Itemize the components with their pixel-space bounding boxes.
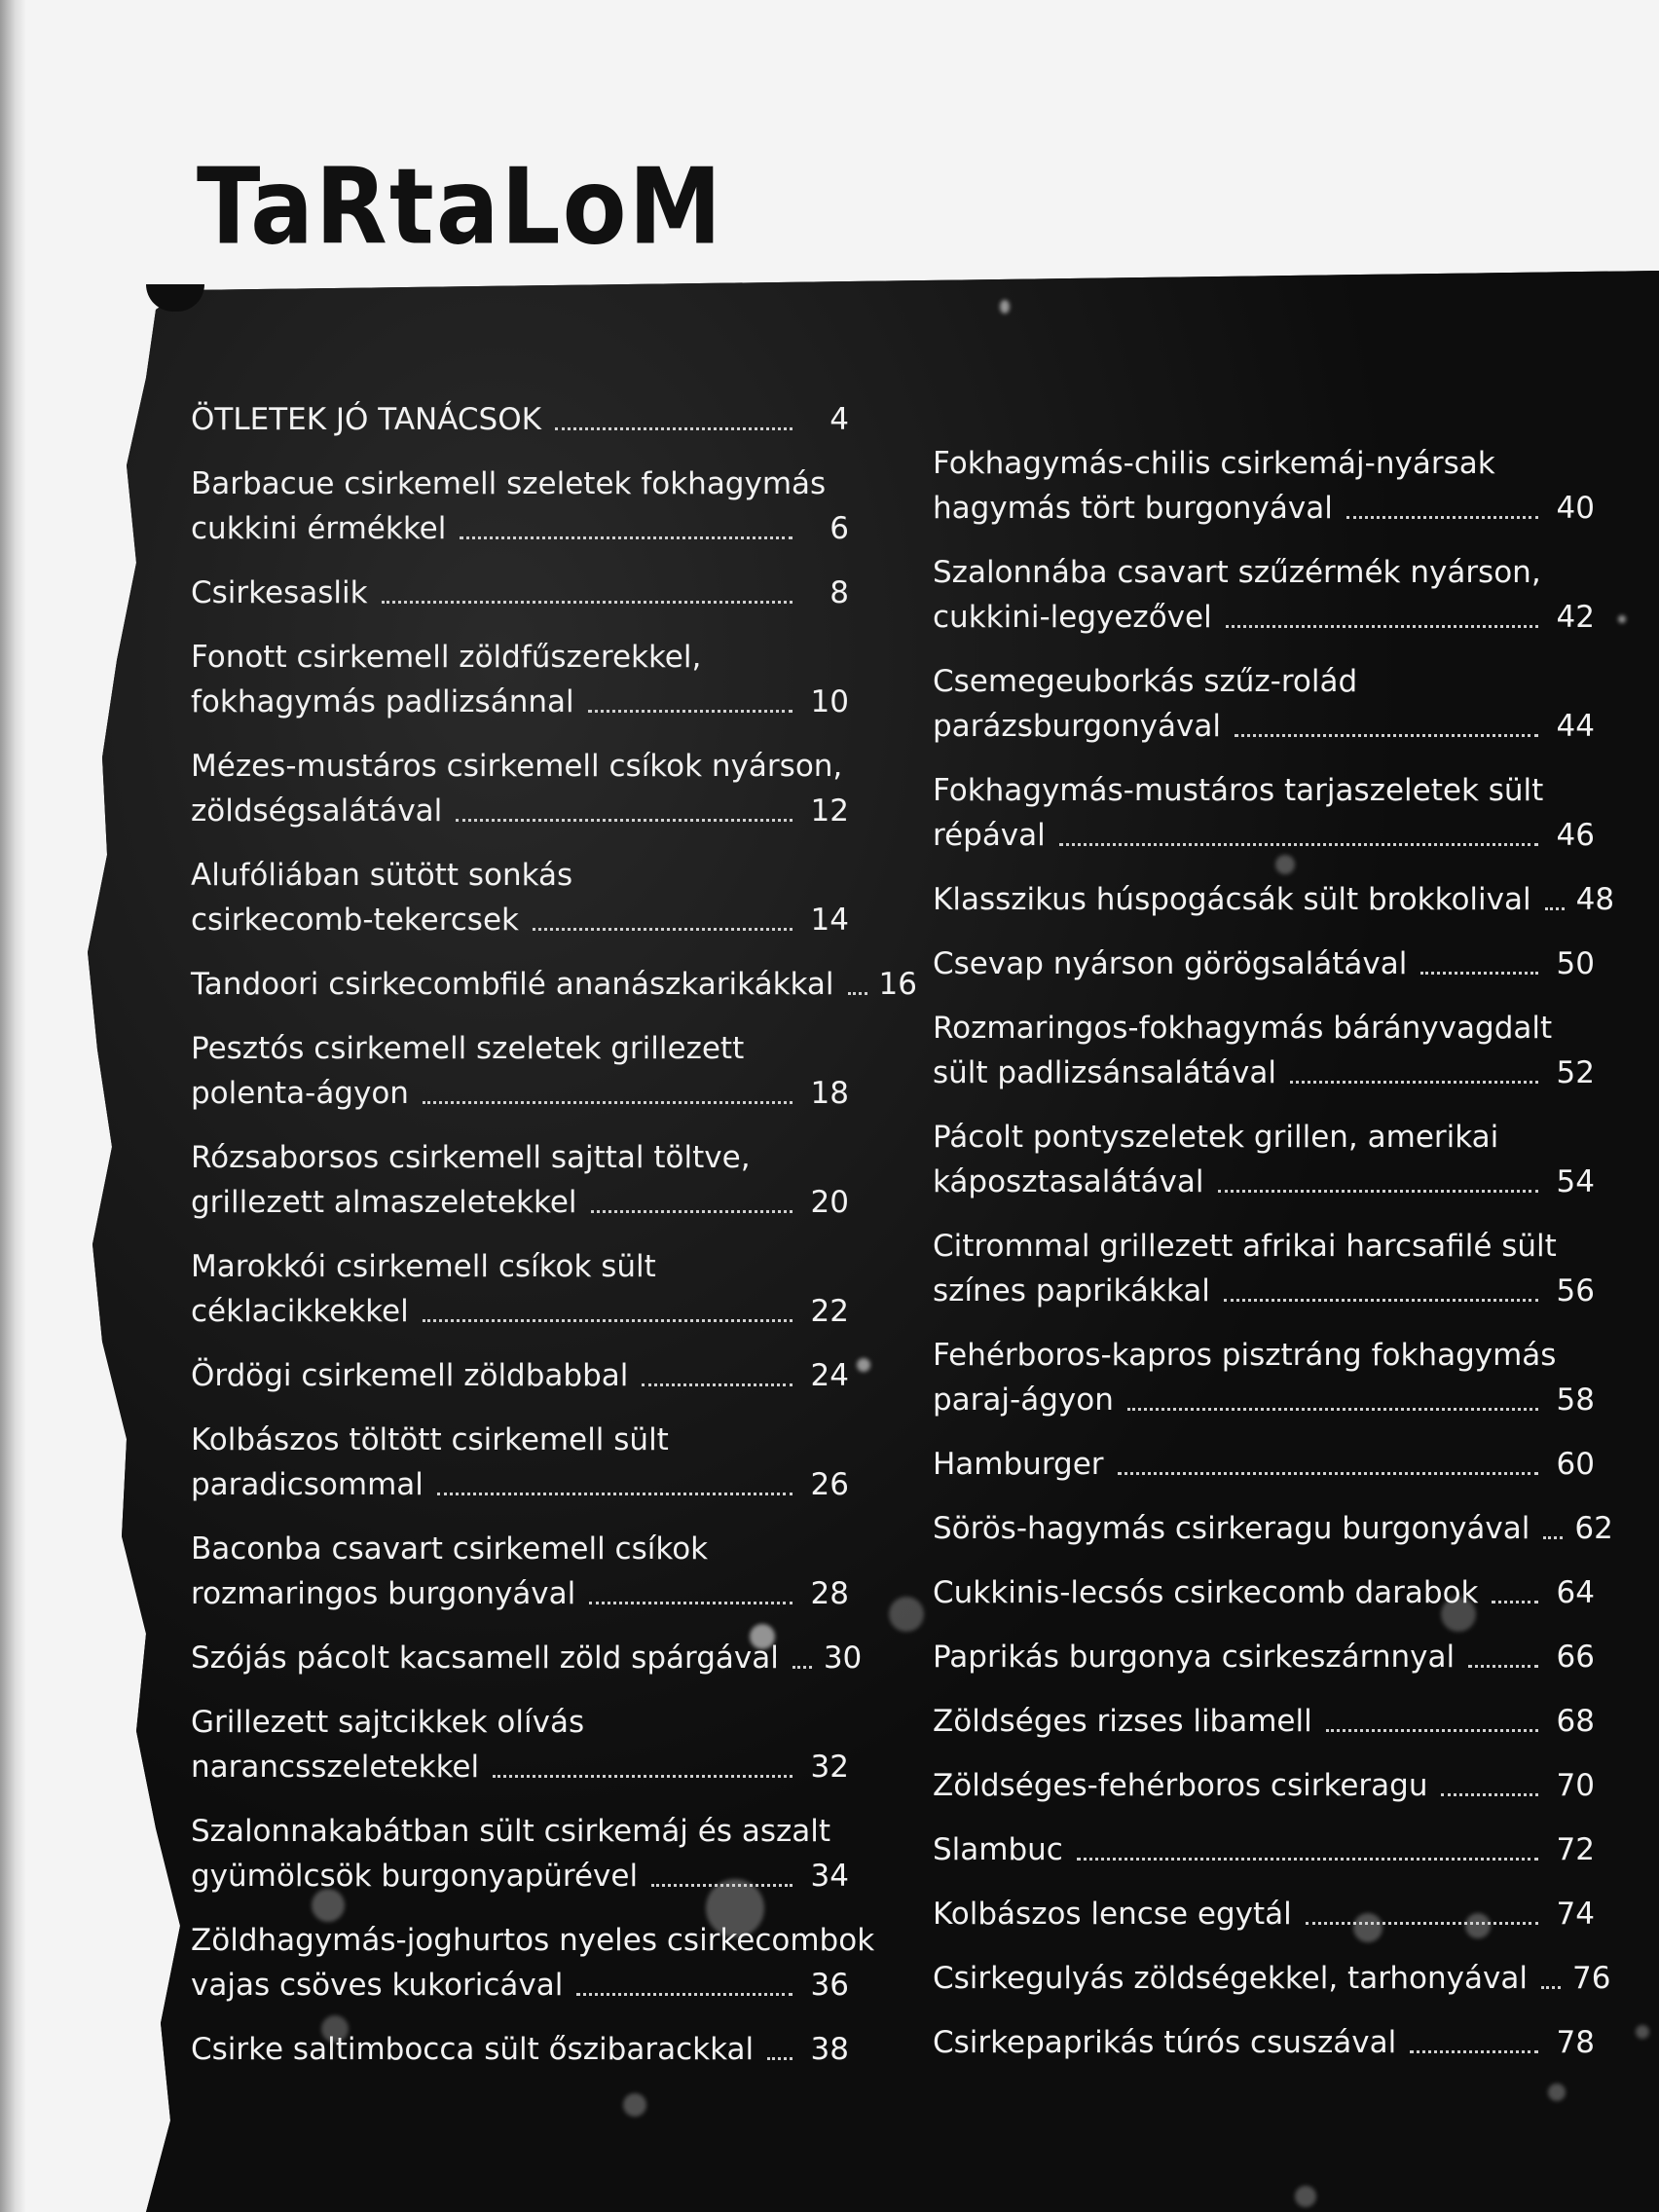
toc-entry-title: [933, 1006, 1595, 1095]
dot-leader: [423, 1319, 793, 1322]
toc-entry-title-line: Ördögi csirkemell zöldbabbal: [191, 1358, 629, 1393]
toc-entry-title-line: Csirkegulyás zöldségekkel, tarhonyával: [933, 1961, 1528, 1996]
toc-entry-title-line: narancsszeletekkel: [191, 1750, 480, 1785]
toc-page-number: 70: [1556, 1768, 1595, 1803]
toc-entry-title: [191, 962, 917, 1007]
toc-entry-title-line: gyümölcsök burgonyapürével: [191, 1859, 639, 1894]
toc-entry: [933, 1570, 1595, 1615]
toc-entry-title: [191, 571, 849, 615]
dot-leader: [589, 1602, 793, 1604]
toc-entry-title: [191, 397, 849, 442]
toc-entry-title-line: Grillezett sajtcikkek olívás: [191, 1705, 585, 1740]
toc-entry-title: [933, 441, 1595, 531]
toc-entry: [191, 1244, 849, 1334]
toc-entry-title-line: Fonott csirkemell zöldfűszerekkel,: [191, 640, 702, 675]
toc-entry-title: [191, 1244, 849, 1334]
toc-entry: [191, 571, 849, 615]
dot-leader: [651, 1884, 793, 1887]
toc-entry: [933, 1442, 1595, 1487]
toc-entry-title-line: rozmaringos burgonyával: [191, 1576, 576, 1611]
toc-entry-title-line: Marokkói csirkemell csíkok sült: [191, 1249, 656, 1284]
toc-entry-title-line: Rozmaringos-fokhagymás bárányvagdalt: [933, 1011, 1553, 1046]
page-edge: [0, 0, 25, 2212]
toc-entry-title: [933, 1635, 1595, 1679]
dot-leader: [1410, 2050, 1538, 2053]
toc-entry-title-line: Zöldséges rizses libamell: [933, 1704, 1312, 1739]
toc-entry: [933, 1224, 1595, 1313]
toc-entry-title: [191, 1700, 849, 1789]
dot-leader: [1346, 516, 1538, 519]
dot-leader: [437, 1493, 793, 1495]
toc-entry-title-line: Kolbászos lencse egytál: [933, 1897, 1292, 1932]
toc-entry-title: [191, 744, 849, 833]
toc-entry-title-line: csirkecomb-tekercsek: [191, 903, 519, 938]
toc-entry-title: [933, 1115, 1595, 1204]
dot-leader: [576, 1993, 793, 1996]
toc-entry-title: [191, 1026, 849, 1116]
toc-entry: [933, 1763, 1595, 1808]
dot-leader: [1218, 1190, 1539, 1193]
toc-page-number: 44: [1556, 709, 1595, 744]
dot-leader: [1226, 625, 1538, 628]
toc-page-number: 14: [810, 903, 849, 938]
toc-entry: [191, 1135, 849, 1225]
toc-entry-title-line: parázsburgonyával: [933, 709, 1221, 744]
toc-entry-title-line: Tandoori csirkecombfilé ananászkarikákkal: [191, 967, 834, 1002]
toc-entry-title-line: Rózsaborsos csirkemell sajttal töltve,: [191, 1140, 751, 1175]
toc-entry-title-line: Csemegeuborkás szűz-rolád: [933, 664, 1358, 699]
toc-entry: [191, 397, 849, 442]
toc-entry-title: [933, 1763, 1595, 1808]
toc-page-number: 76: [1571, 1961, 1611, 1996]
toc-page-number: 54: [1556, 1164, 1595, 1199]
toc-page-number: 4: [830, 402, 849, 437]
toc-entry-title: [933, 1506, 1613, 1551]
toc-entry: [933, 1506, 1613, 1551]
toc-entry: [933, 1892, 1595, 1936]
toc-entry-title-line: fokhagymás padlizsánnal: [191, 684, 574, 719]
toc-right-column: [933, 441, 1615, 2084]
toc-entry-title: [191, 1527, 849, 1616]
toc-entry: [933, 768, 1595, 858]
toc-entry-title: [933, 2020, 1595, 2065]
toc-entry-title-line: vajas csöves kukoricával: [191, 1968, 564, 2003]
toc-page-number: 62: [1574, 1511, 1613, 1546]
toc-entry-title: [933, 768, 1595, 858]
toc-entry-title: [191, 1353, 849, 1398]
toc-entry-title-line: Sörös-hagymás csirkeragu burgonyával: [933, 1511, 1530, 1546]
toc-entry-title-line: Pácolt pontyszeletek grillen, amerikai: [933, 1120, 1499, 1155]
toc-entry: [933, 550, 1595, 640]
dot-leader: [460, 536, 793, 539]
toc-entry-title-line: Zöldséges-fehérboros csirkeragu: [933, 1768, 1428, 1803]
toc-entry-title-line: cukkini-legyezővel: [933, 600, 1212, 635]
toc-entry-title-line: Citrommal grillezett afrikai harcsafilé sült: [933, 1229, 1557, 1264]
toc-entry-title-line: polenta-ágyon: [191, 1076, 409, 1111]
toc-entry-title: [933, 1827, 1595, 1872]
toc-entry-title-line: répával: [933, 818, 1046, 853]
toc-entry-title-line: Pesztós csirkemell szeletek grillezett: [191, 1031, 745, 1066]
dot-leader: [1545, 907, 1565, 910]
toc-entry-title: [933, 877, 1615, 922]
toc-entry: [191, 635, 849, 724]
dot-leader: [493, 1775, 793, 1778]
toc-entry-title-line: hagymás tört burgonyával: [933, 491, 1333, 526]
toc-entry-title-line: Mézes-mustáros csirkemell csíkok nyárson,: [191, 749, 843, 784]
toc-entry-title: [933, 1570, 1595, 1615]
toc-page-number: 30: [823, 1641, 863, 1676]
toc-entry-title-line: zöldségsalátával: [191, 793, 443, 829]
toc-entry-title-line: Fokhagymás-mustáros tarjaszeletek sült: [933, 773, 1544, 808]
toc-entry-title: [933, 1699, 1595, 1744]
toc-entry-title: [191, 635, 849, 724]
toc-entry-title-line: káposztasalátával: [933, 1164, 1204, 1199]
toc-entry: [933, 1333, 1595, 1422]
dot-leader: [1326, 1729, 1538, 1732]
dot-leader: [1118, 1472, 1538, 1475]
toc-entry-title: [191, 2027, 849, 2072]
dot-leader: [1441, 1793, 1538, 1796]
toc-entry-title-line: Slambuc: [933, 1832, 1063, 1867]
toc-entry-title: [933, 1224, 1595, 1313]
toc-entry-title: [191, 1418, 849, 1507]
toc-page-number: 26: [810, 1467, 849, 1502]
toc-page-number: 32: [810, 1750, 849, 1785]
toc-entry-title: [933, 1333, 1595, 1422]
toc-page-number: 74: [1556, 1897, 1595, 1932]
dot-leader: [1077, 1858, 1538, 1861]
toc-entry-title: [933, 941, 1595, 986]
toc-entry-title-line: Baconba csavart csirkemell csíkok: [191, 1531, 709, 1567]
dot-leader: [848, 992, 867, 995]
toc-page-number: 40: [1556, 491, 1595, 526]
toc-entry: [191, 1026, 849, 1116]
toc-page-number: 28: [810, 1576, 849, 1611]
toc-entry: [933, 1006, 1595, 1095]
toc-entry-title-line: paradicsommal: [191, 1467, 424, 1502]
toc-entry-title-line: Barbacue csirkemell szeletek fokhagymás: [191, 466, 827, 501]
toc-page-number: 72: [1556, 1832, 1595, 1867]
toc-entry: [191, 744, 849, 833]
toc-entry-title: [933, 550, 1595, 640]
dot-leader: [1541, 1986, 1561, 1989]
toc-entry: [933, 2020, 1595, 2065]
toc-page-number: 10: [810, 684, 849, 719]
toc-entry-title: [191, 461, 849, 551]
toc-left-column: [191, 397, 917, 2091]
toc-entry: [191, 1809, 849, 1899]
toc-entry-title: [191, 1636, 863, 1680]
toc-entry-title-line: cukkini érmékkel: [191, 511, 447, 546]
toc-entry-title: [933, 1892, 1595, 1936]
page-title: TaRtaLoM: [197, 146, 724, 269]
toc-entry: [933, 877, 1615, 922]
toc-entry: [933, 659, 1595, 749]
dot-leader: [1290, 1081, 1538, 1084]
dot-leader: [456, 819, 793, 822]
toc-entry: [191, 1418, 849, 1507]
toc-entry-title-line: Fehérboros-kapros pisztráng fokhagymás: [933, 1338, 1557, 1373]
dot-leader: [1224, 1299, 1538, 1302]
toc-entry: [191, 1700, 849, 1789]
toc-page-number: 12: [810, 793, 849, 829]
toc-entry-title-line: sült padlizsánsalátával: [933, 1055, 1276, 1090]
toc-entry-title-line: Szalonnakabátban sült csirkemáj és aszalt: [191, 1814, 831, 1849]
dot-leader: [1420, 972, 1538, 975]
toc-page-number: 22: [810, 1294, 849, 1329]
toc-entry: [933, 1699, 1595, 1744]
toc-entry-title-line: ÖTLETEK JÓ TANÁCSOK: [191, 402, 541, 437]
toc-page-number: 18: [810, 1076, 849, 1111]
toc-page-number: 34: [810, 1859, 849, 1894]
toc-page-number: 52: [1556, 1055, 1595, 1090]
toc-entry-title-line: Csevap nyárson görögsalátával: [933, 946, 1408, 981]
toc-entry-title-line: céklacikkekkel: [191, 1294, 409, 1329]
toc-entry-title-line: Szalonnába csavart szűzérmék nyárson,: [933, 555, 1541, 590]
toc-page-number: 64: [1556, 1575, 1595, 1610]
dot-leader: [1492, 1601, 1538, 1604]
toc-page-number: 60: [1556, 1447, 1595, 1482]
dot-leader: [1235, 734, 1538, 737]
toc-entry-title: [933, 1956, 1611, 2001]
dot-leader: [555, 427, 793, 430]
toc-entry: [933, 1956, 1611, 2001]
toc-entry-title-line: Kolbászos töltött csirkemell sült: [191, 1422, 669, 1457]
toc-page-number: 46: [1556, 818, 1595, 853]
toc-entry-title-line: Klasszikus húspogácsák sült brokkolival: [933, 882, 1531, 917]
toc-entry: [191, 1353, 849, 1398]
toc-entry-title-line: Cukkinis-lecsós csirkecomb darabok: [933, 1575, 1479, 1610]
toc-page-number: 24: [810, 1358, 849, 1393]
toc-page-number: 66: [1556, 1640, 1595, 1675]
toc-entry-title-line: Csirkepaprikás túrós csuszával: [933, 2025, 1397, 2060]
toc-entry: [191, 853, 849, 942]
dot-leader: [1127, 1408, 1538, 1411]
toc-entry-title-line: Fokhagymás-chilis csirkemáj-nyársak: [933, 446, 1495, 481]
toc-entry: [933, 1635, 1595, 1679]
toc-entry-title-line: grillezett almaszeletekkel: [191, 1185, 577, 1220]
toc-entry: [191, 962, 917, 1007]
dot-leader: [1543, 1536, 1563, 1539]
dot-leader: [588, 710, 793, 713]
toc-page-number: 50: [1556, 946, 1595, 981]
toc-page-number: 42: [1556, 600, 1595, 635]
toc-entry-title-line: Csirke saltimbocca sült őszibarackkal: [191, 2032, 755, 2067]
dot-leader: [1306, 1922, 1538, 1925]
toc-entry-title-line: Hamburger: [933, 1447, 1104, 1482]
toc-entry: [191, 1636, 863, 1680]
toc-page-number: 20: [810, 1185, 849, 1220]
toc-page-number: 6: [830, 511, 849, 546]
toc-entry: [933, 941, 1595, 986]
toc-entry: [933, 1827, 1595, 1872]
toc-entry: [191, 1918, 875, 2008]
toc-entry-title: [191, 1135, 849, 1225]
toc-entry-title-line: Paprikás burgonya csirkeszárnnyal: [933, 1640, 1456, 1675]
toc-page-number: 8: [830, 575, 849, 610]
toc-page-number: 68: [1556, 1704, 1595, 1739]
toc-entry-title-line: paraj-ágyon: [933, 1382, 1114, 1418]
toc-entry-title-line: Zöldhagymás-joghurtos nyeles csirkecombok: [191, 1923, 875, 1958]
toc-page-number: 16: [878, 967, 917, 1002]
dot-leader: [767, 2057, 793, 2060]
dot-leader: [423, 1101, 793, 1104]
toc-entry: [191, 1527, 849, 1616]
toc-entry-title: [933, 659, 1595, 749]
toc-page-number: 58: [1556, 1382, 1595, 1418]
toc-page-number: 38: [810, 2032, 849, 2067]
dot-leader: [533, 928, 793, 931]
toc-page-number: 48: [1575, 882, 1615, 917]
dot-leader: [591, 1210, 793, 1213]
toc-entry: [933, 441, 1595, 531]
toc-entry: [191, 461, 849, 551]
toc-page-number: 36: [810, 1968, 849, 2003]
toc-entry: [191, 2027, 849, 2072]
toc-entry-title-line: Alufóliában sütött sonkás: [191, 858, 573, 893]
dot-leader: [1059, 843, 1538, 846]
toc-entry-title: [191, 1918, 875, 2008]
toc-entry-title-line: színes paprikákkal: [933, 1273, 1210, 1309]
toc-page-number: 56: [1556, 1273, 1595, 1309]
dot-leader: [1468, 1665, 1538, 1668]
toc-entry-title: [933, 1442, 1595, 1487]
toc-entry: [933, 1115, 1595, 1204]
dot-leader: [382, 601, 793, 604]
dot-leader: [642, 1383, 793, 1386]
toc-entry-title: [191, 1809, 849, 1899]
toc-page-number: 78: [1556, 2025, 1595, 2060]
toc-entry-title-line: Szójás pácolt kacsamell zöld spárgával: [191, 1641, 779, 1676]
toc-entry-title: [191, 853, 849, 942]
dot-leader: [793, 1666, 812, 1669]
toc-entry-title-line: Csirkesaslik: [191, 575, 368, 610]
